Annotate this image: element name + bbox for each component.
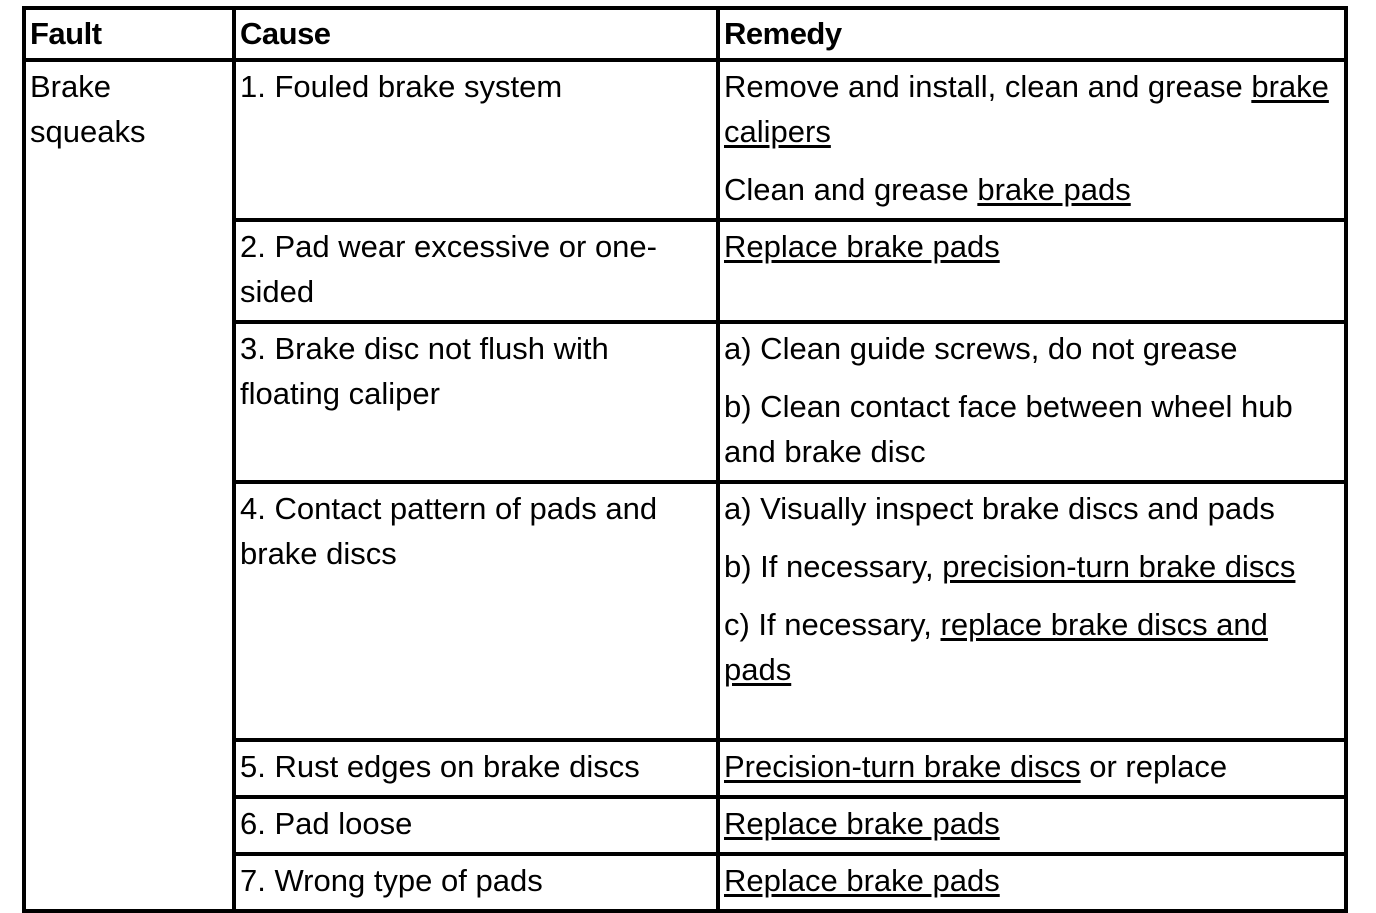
header-row xyxy=(24,8,1346,60)
remedy-paragraph xyxy=(724,544,1340,589)
remedy-paragraph xyxy=(724,224,1340,269)
cause-cell xyxy=(234,220,718,322)
remedy-link-replace-brake-pads[interactable]: Replace brake pads xyxy=(724,806,1000,841)
cause-text: 5. Rust edges on brake discs xyxy=(240,749,640,784)
remedy-text: c) If necessary, xyxy=(724,607,941,642)
remedy-paragraph: a) Visually inspect brake discs and pads xyxy=(724,491,1275,526)
remedy-paragraph: a) Clean guide screws, do not grease xyxy=(724,331,1238,366)
remedy-link-brake-calipers[interactable]: brake calipers xyxy=(724,69,1329,149)
remedy-cell xyxy=(718,740,1346,797)
remedy-cell xyxy=(718,482,1346,740)
cause-cell xyxy=(234,322,718,482)
remedy-cell xyxy=(718,60,1346,220)
remedy-paragraph xyxy=(724,602,1340,692)
remedy-paragraph xyxy=(724,167,1340,212)
cause-text: 4. Contact pattern of pads and brake discs xyxy=(240,491,658,571)
cause-cell xyxy=(234,854,718,911)
header-remedy: Remedy xyxy=(718,8,1346,60)
table-row xyxy=(24,60,1346,220)
fault-cell xyxy=(24,60,234,911)
remedy-paragraph xyxy=(724,64,1340,154)
remedy-text: Remove and install, clean and grease xyxy=(724,69,1252,104)
cause-cell xyxy=(234,740,718,797)
cause-cell xyxy=(234,482,718,740)
remedy-paragraph xyxy=(724,801,1340,846)
cause-text: 2. Pad wear excessive or one-sided xyxy=(240,229,657,309)
cause-text: 3. Brake disc not flush with floating caliper xyxy=(240,331,609,411)
cause-text: 7. Wrong type of pads xyxy=(240,863,543,898)
cause-cell xyxy=(234,797,718,854)
remedy-link-replace-brake-pads[interactable]: Replace brake pads xyxy=(724,229,1000,264)
remedy-cell xyxy=(718,220,1346,322)
remedy-text: or replace xyxy=(1080,749,1228,784)
header-fault: Fault xyxy=(24,8,234,60)
cause-text: 6. Pad loose xyxy=(240,806,413,841)
remedy-link-precision-turn-brake-discs[interactable]: precision-turn brake discs xyxy=(942,549,1296,584)
remedy-text: b) If necessary, xyxy=(724,549,943,584)
cause-text: 1. Fouled brake system xyxy=(240,69,563,104)
remedy-link-precision-turn-brake-discs[interactable]: Precision-turn brake discs xyxy=(724,749,1081,784)
remedy-cell xyxy=(718,322,1346,482)
remedy-link-replace-brake-discs-and-pads[interactable]: replace brake discs and pads xyxy=(724,607,1268,687)
remedy-cell xyxy=(718,797,1346,854)
cause-cell xyxy=(234,60,718,220)
header-cause: Cause xyxy=(234,8,718,60)
remedy-cell xyxy=(718,854,1346,911)
remedy-text: Clean and grease xyxy=(724,172,978,207)
remedy-link-brake-pads[interactable]: brake pads xyxy=(977,172,1131,207)
remedy-paragraph: b) Clean contact face between wheel hub and brake disc xyxy=(724,389,1293,469)
remedy-paragraph xyxy=(724,858,1340,903)
remedy-paragraph xyxy=(724,744,1340,789)
fault-table xyxy=(22,6,1348,913)
fault-text: Brake squeaks xyxy=(30,69,146,149)
remedy-link-replace-brake-pads[interactable]: Replace brake pads xyxy=(724,863,1000,898)
